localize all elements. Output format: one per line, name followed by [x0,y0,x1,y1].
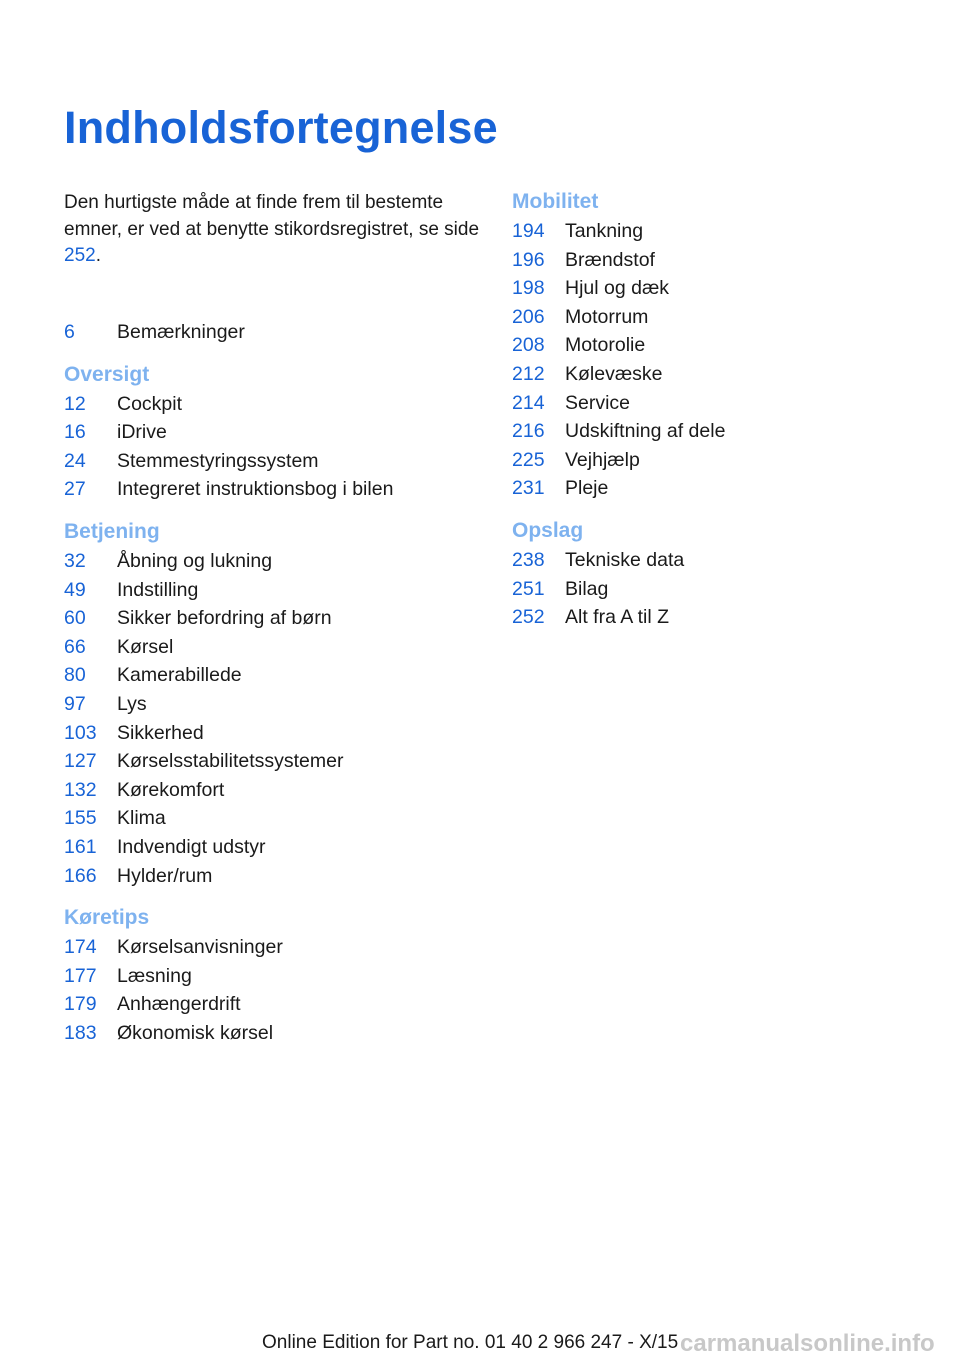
toc-page-number[interactable]: 225 [512,448,545,471]
toc-entry-pleje[interactable] [512,474,932,503]
toc-page-number[interactable]: 97 [64,693,86,715]
toc-page-number[interactable]: 6 [64,321,75,343]
toc-page-number[interactable]: 60 [64,607,86,630]
toc-entry-label: Pleje [565,477,609,500]
toc-page-number[interactable]: 214 [512,391,545,414]
toc-entry-sikker-befordring-af-born[interactable] [64,604,484,633]
toc-entry-service[interactable] [512,389,932,418]
section-heading-oversigt: Oversigt [64,362,150,386]
toc-page-number[interactable]: 183 [64,1022,97,1044]
toc-page-number[interactable]: 208 [512,334,545,357]
toc-entry-label: Cockpit [117,392,183,415]
toc-entry-label: Økonomisk kørsel [117,1022,274,1044]
toc-page-number[interactable]: 238 [512,549,545,571]
toc-entry-label: Tekniske data [565,549,685,571]
toc-entry-label: Alt fra A til Z [565,606,670,629]
toc-page-number[interactable]: 194 [512,220,545,242]
toc-entry-braendstof[interactable] [512,246,932,275]
toc-page-number[interactable]: 177 [64,964,97,987]
toc-page-number[interactable]: 16 [64,421,86,444]
toc-entry-label: Service [565,391,631,414]
toc-entry-label: Anhængerdrift [117,993,241,1016]
intro-paragraph [64,190,484,270]
intro-end: . [95,245,101,266]
toc-page-number[interactable]: 12 [64,392,86,415]
toc-entry-label: Kørselsanvisninger [117,936,283,959]
toc-page-number[interactable]: 155 [64,807,97,830]
page-title: Indholdsfortegnelse [64,102,498,153]
toc-entry-label: Brændstof [565,248,655,271]
toc-entry-label: Motorrum [565,305,649,328]
watermark: carmanualsonline.info [680,1330,935,1357]
toc-page-number[interactable]: 212 [512,363,545,385]
toc-page-number[interactable]: 166 [64,864,97,887]
toc-page-number[interactable]: 80 [64,664,86,687]
intro-page-link[interactable]: 252 [64,245,96,266]
toc-page-number[interactable]: 24 [64,449,86,472]
toc-entry-label: Kølevæske [565,363,663,385]
toc-entry-label: Motorolie [565,334,646,357]
toc-entry-laesning[interactable] [64,962,484,991]
toc-entry-idrive[interactable] [64,418,484,447]
toc-entry-label: Kørsel [117,635,174,658]
toc-page-number[interactable]: 103 [64,721,97,744]
toc-page-number[interactable]: 252 [512,606,545,629]
toc-entry-motorolie[interactable] [512,331,932,360]
toc-entry-bemaerkninger[interactable] [64,318,484,347]
toc-entry-label: Integreret instruktionsbog i bilen [117,478,394,501]
toc-entry-kamerabillede[interactable] [64,661,484,690]
toc-page-number[interactable]: 206 [512,305,545,328]
toc-entry-label: iDrive [117,421,167,444]
toc-entry-korselsstabilitetssystemer[interactable] [64,747,484,776]
toc-entry-label: Sikkerhed [117,721,204,744]
toc-entry-label: Hylder/rum [117,864,213,887]
toc-entry-korsel[interactable] [64,633,484,662]
toc-entry-sikkerhed[interactable] [64,719,484,748]
toc-entry-tekniske-data[interactable] [512,546,932,575]
toc-entry-klima[interactable] [64,804,484,833]
toc-entry-label: Kørekomfort [117,778,225,801]
toc-entry-label: Lys [117,693,147,715]
footer-edition-text: Online Edition for Part no. 01 40 2 966 247 - X/15 [262,1332,679,1353]
toc-entry-label: Hjul og dæk [565,277,670,300]
toc-entry-lys[interactable] [64,690,484,719]
toc-entry-udskiftning-af-dele[interactable] [512,417,932,446]
toc-entry-label: Sikker befordring af børn [117,607,332,630]
toc-page-number[interactable]: 66 [64,635,86,658]
section-heading-mobilitet: Mobilitet [512,190,599,213]
toc-entry-label: Tankning [565,220,644,242]
toc-entry-indvendigt-udstyr[interactable] [64,833,484,862]
toc-entry-hylder-rum[interactable] [64,862,484,891]
toc-entry-okonomisk-korsel[interactable] [64,1019,484,1048]
toc-entry-kolevaeske[interactable] [512,360,932,389]
toc-entry-vejhjaelp[interactable] [512,446,932,475]
toc-page-number[interactable]: 32 [64,550,86,572]
intro-text: Den hurtigste måde at finde frem til bestemte emner, er ved at benytte stikordsregistret, se side [64,192,480,240]
toc-entry-integreret-instruktionsbog-i-bilen[interactable] [64,475,484,504]
toc-entry-label: Klima [117,807,166,830]
toc-page-number[interactable]: 161 [64,836,97,858]
toc-entry-label: Bilag [565,577,609,600]
toc-entry-label: Udskiftning af dele [565,420,726,443]
toc-entry-korekomfort[interactable] [64,776,484,805]
toc-entry-korselsanvisninger[interactable] [64,933,484,962]
section-heading-betjening: Betjening [64,520,160,543]
toc-entry-label: Bemærkninger [117,321,245,343]
toc-entry-cockpit[interactable] [64,390,484,419]
toc-entry-label: Åbning og lukning [117,550,273,572]
toc-page-number[interactable]: 231 [512,477,545,500]
toc-entry-bilag[interactable] [512,575,932,604]
toc-entry-anhaengerdrift[interactable] [64,990,484,1019]
toc-entry-motorrum[interactable] [512,303,932,332]
toc-entry-abning-og-lukning[interactable] [64,547,484,576]
toc-page-number[interactable]: 127 [64,750,97,773]
toc-entry-hjul-og-daek[interactable] [512,274,932,303]
toc-entry-label: Vejhjælp [565,448,640,471]
toc-entry-label: Indvendigt udstyr [117,836,266,858]
toc-entry-label: Læsning [117,964,192,987]
toc-entry-label: Kamerabillede [117,664,242,687]
toc-entry-label: Kørselsstabilitetssystemer [117,750,344,773]
toc-entry-stemmestyringssystem[interactable] [64,447,484,476]
toc-page-number[interactable]: 174 [64,936,97,959]
toc-entry-tankning[interactable] [512,217,932,246]
toc-page-number[interactable]: 27 [64,478,86,501]
toc-page-number[interactable]: 49 [64,578,86,601]
toc-page-number[interactable]: 132 [64,778,97,801]
section-heading-opslag: Opslag [512,519,584,542]
toc-page-number[interactable]: 198 [512,277,545,300]
toc-entry-label: Indstilling [117,578,199,601]
section-heading-koretips: Køretips [64,906,150,930]
toc-page-number[interactable]: 179 [64,993,97,1016]
toc-entry-alt-fra-a-til-z[interactable] [512,603,932,632]
toc-entry-label: Stemmestyringssystem [117,449,319,472]
toc-page-number[interactable]: 196 [512,248,545,271]
toc-entry-indstilling[interactable] [64,576,484,605]
toc-page-number[interactable]: 216 [512,420,545,443]
toc-page-number[interactable]: 251 [512,577,545,600]
